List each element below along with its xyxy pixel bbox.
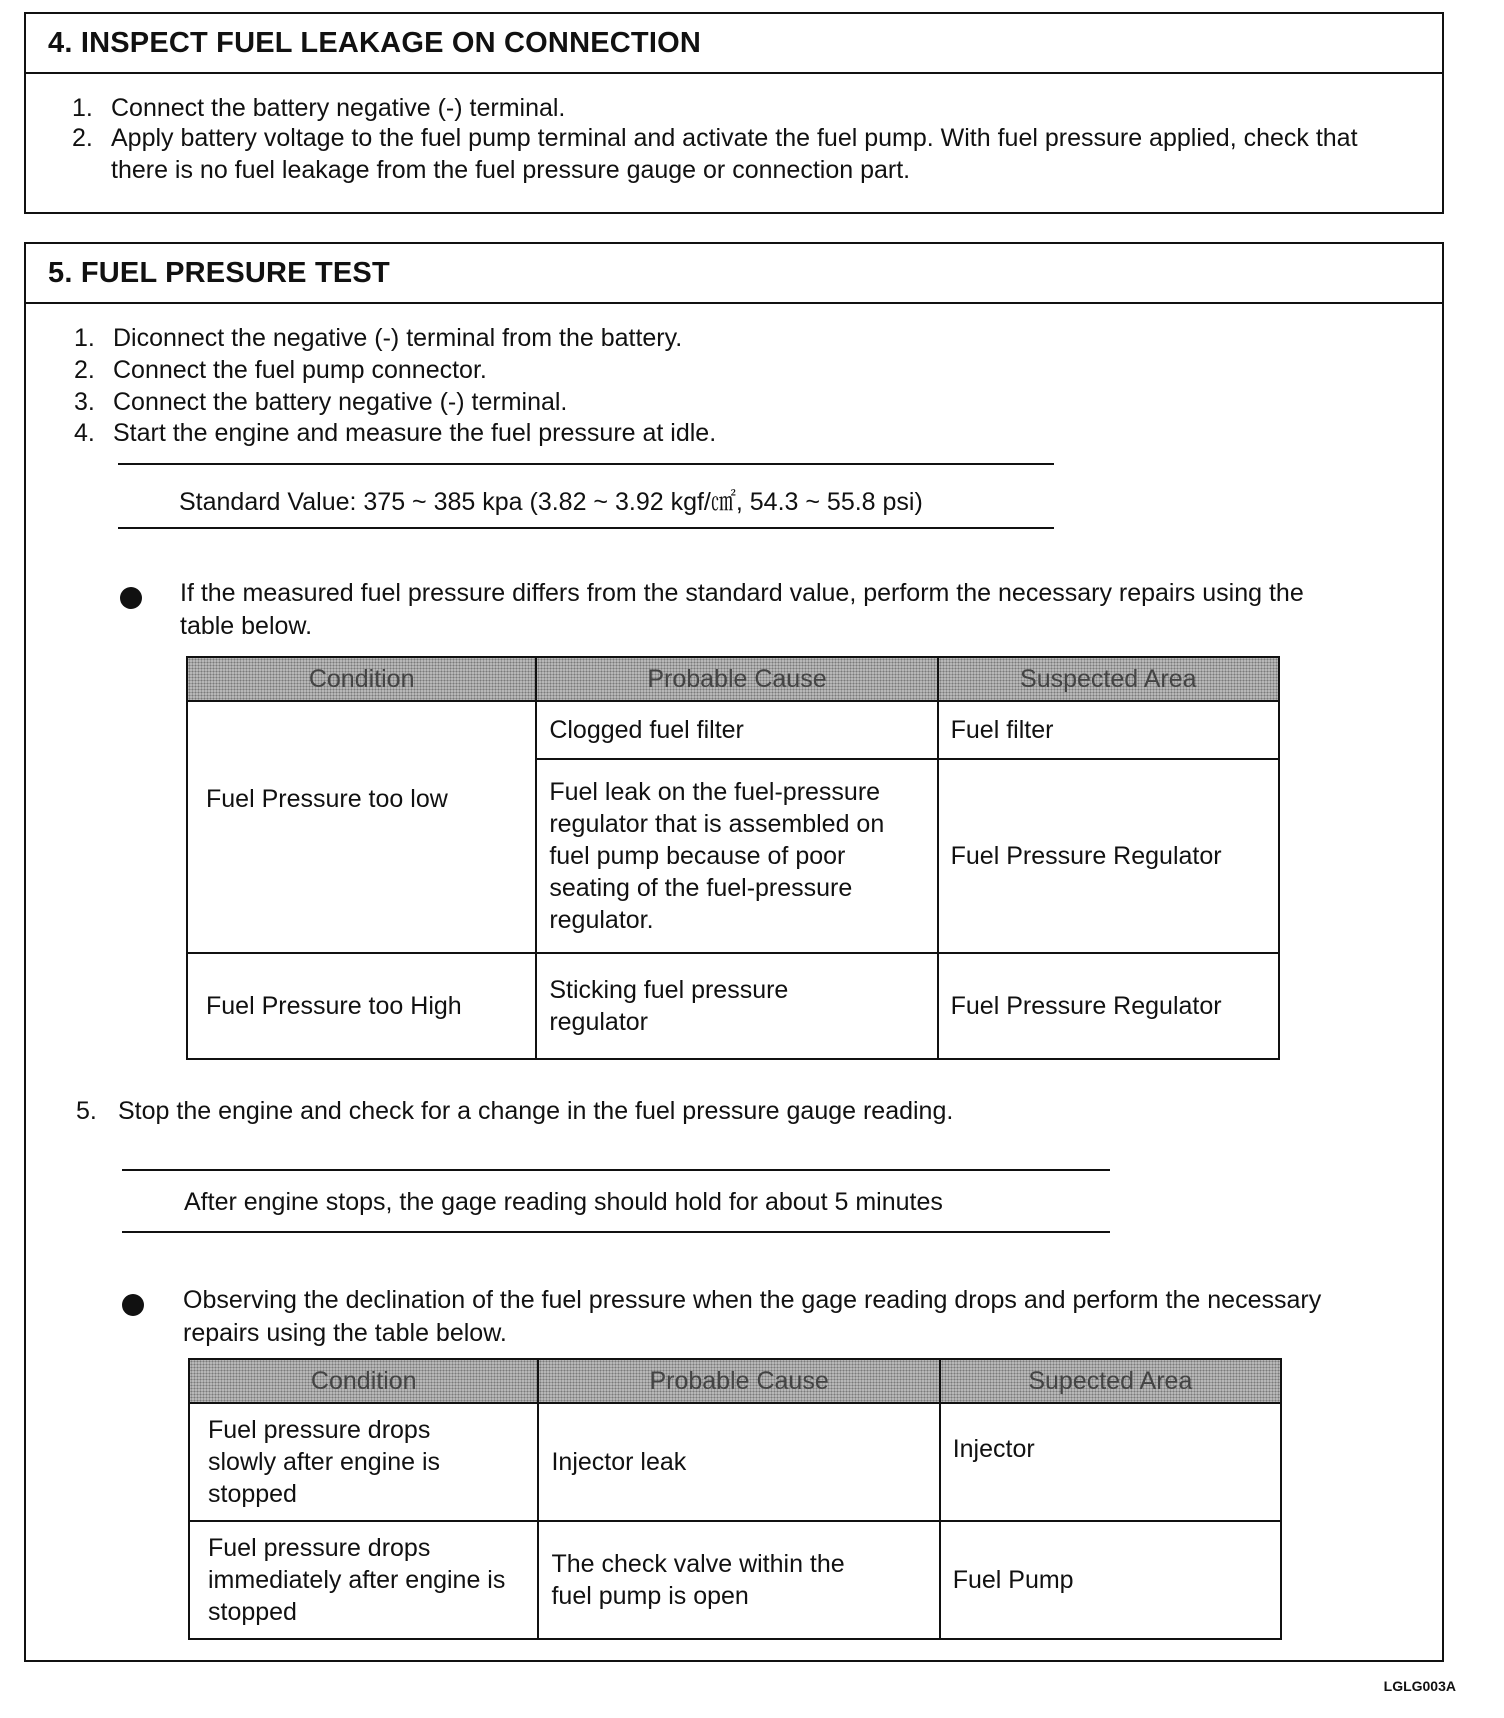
- table-row: [189, 1521, 1281, 1639]
- pressure-drop-table: [188, 1358, 1282, 1640]
- standard-value-bottom-rule: [118, 527, 1054, 529]
- cause-cell: Sticking fuel pressure regulator: [536, 953, 937, 1059]
- column-header-area: Suspected Area: [938, 657, 1279, 701]
- figure-code: LGLG003A: [1383, 1678, 1456, 1694]
- column-header-area: Supected Area: [940, 1359, 1281, 1403]
- standard-value-top-rule: [118, 463, 1054, 465]
- step-text: Stop the engine and check for a change in the fuel pressure gauge reading.: [118, 1097, 954, 1125]
- step-number: 1.: [74, 324, 95, 352]
- condition-cell: Fuel pressure drops immediately after engine is stopped: [189, 1521, 538, 1639]
- condition-cell: Fuel pressure drops slowly after engine is stopped: [189, 1403, 538, 1521]
- condition-cell: Fuel Pressure too High: [187, 953, 536, 1059]
- condition-cell: Fuel Pressure too low: [187, 701, 536, 953]
- section-4-title: 4. INSPECT FUEL LEAKAGE ON CONNECTION: [26, 14, 1442, 74]
- step-text: Apply battery voltage to the fuel pump terminal and activate the fuel pump. With fuel pressure applied, check that there is no fuel leakage from the fuel pressure gauge or connection part.: [111, 124, 1358, 184]
- table-row: [187, 953, 1279, 1059]
- area-cell: Fuel Pump: [940, 1521, 1281, 1639]
- area-cell: Injector: [940, 1403, 1281, 1521]
- step-text: Connect the fuel pump connector.: [113, 356, 487, 384]
- note-2: Observing the declination of the fuel pressure when the gage reading drops and perform the necessary repairs using the table below.: [183, 1286, 1322, 1347]
- column-header-cause: Probable Cause: [536, 657, 937, 701]
- pressure-repair-table: [186, 656, 1280, 1060]
- step-number: 2.: [74, 356, 95, 384]
- bullet-icon: [120, 587, 142, 609]
- section-5-box: [24, 242, 1444, 1662]
- standard-value: Standard Value: 375 ~ 385 kpa (3.82 ~ 3.92 kgf/㎠, 54.3 ~ 55.8 psi): [179, 488, 923, 516]
- cause-cell: Fuel leak on the fuel-pressure regulator that is assembled on fuel pump because of poor seating of the fuel-pressure regulator.: [536, 759, 937, 953]
- cause-cell: The check valve within the fuel pump is open: [538, 1521, 939, 1639]
- table-row: [187, 701, 1279, 759]
- note-1: If the measured fuel pressure differs from the standard value, perform the necessary repairs using the table below.: [180, 579, 1304, 640]
- table-row: [189, 1403, 1281, 1521]
- hold-note-bottom-rule: [122, 1231, 1110, 1233]
- table-header-row: [189, 1359, 1281, 1403]
- step-text: Connect the battery negative (-) terminal.: [111, 94, 566, 122]
- column-header-condition: Condition: [187, 657, 536, 701]
- cause-cell: Injector leak: [538, 1403, 939, 1521]
- hold-note: After engine stops, the gage reading should hold for about 5 minutes: [184, 1188, 943, 1216]
- area-cell: Fuel filter: [938, 701, 1279, 759]
- cause-cell: Clogged fuel filter: [536, 701, 937, 759]
- table-header-row: [187, 657, 1279, 701]
- step-number: 2.: [72, 124, 93, 152]
- hold-note-top-rule: [122, 1169, 1110, 1171]
- section-4-box: [24, 12, 1444, 214]
- area-cell: Fuel Pressure Regulator: [938, 953, 1279, 1059]
- column-header-cause: Probable Cause: [538, 1359, 939, 1403]
- column-header-condition: Condition: [189, 1359, 538, 1403]
- step-number: 5.: [76, 1097, 97, 1125]
- step-number: 3.: [74, 388, 95, 416]
- bullet-icon: [122, 1294, 144, 1316]
- step-text: Diconnect the negative (-) terminal from the battery.: [113, 324, 683, 352]
- step-number: 1.: [72, 94, 93, 122]
- step-text: Start the engine and measure the fuel pressure at idle.: [113, 419, 717, 447]
- step-text: Connect the battery negative (-) terminal.: [113, 388, 568, 416]
- section-5-title: 5. FUEL PRESURE TEST: [26, 244, 1442, 304]
- area-cell: Fuel Pressure Regulator: [938, 759, 1279, 953]
- step-number: 4.: [74, 419, 95, 447]
